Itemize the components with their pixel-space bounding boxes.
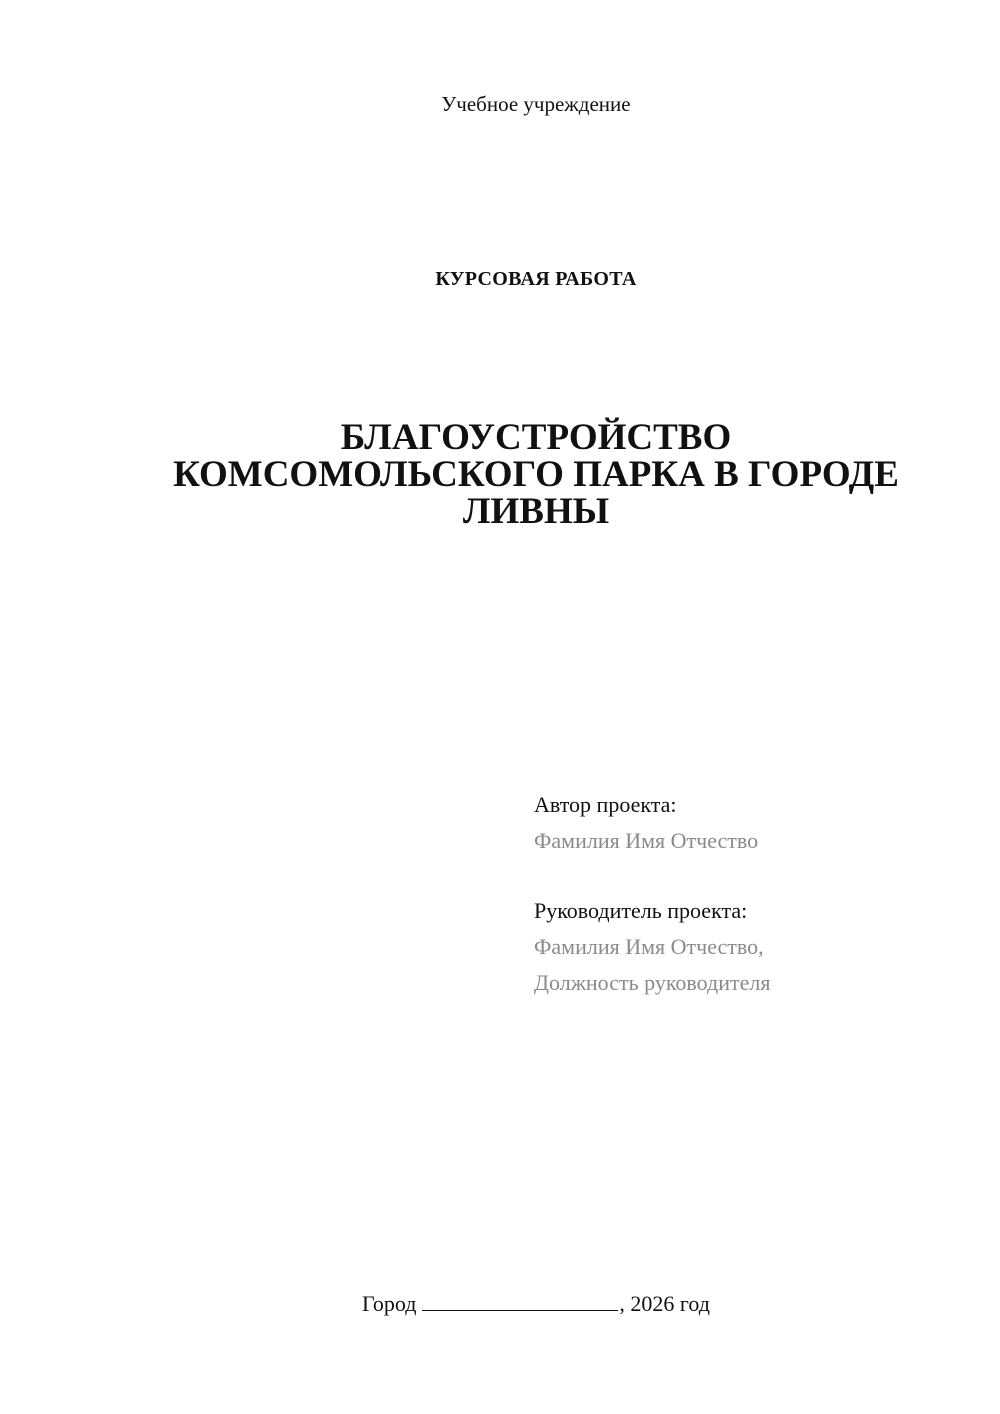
author-label: Автор проекта:: [534, 792, 677, 817]
supervisor-position: Должность руководителя: [534, 970, 771, 995]
city-label: Город: [362, 1291, 417, 1316]
institution-name: Учебное учреждение: [441, 92, 631, 116]
supervisor-name: Фамилия Имя Отчество,: [534, 934, 764, 959]
year-text: , 2026 год: [619, 1291, 710, 1316]
title-line: КОМСОМОЛЬСКОГО ПАРКА В ГОРОДЕ: [173, 454, 899, 495]
document-title: [120, 419, 952, 530]
footer-city-year: [0, 1290, 1000, 1317]
author-name: Фамилия Имя Отчество: [534, 828, 759, 853]
supervisor-label: Руководитель проекта:: [534, 898, 748, 923]
title-line: ЛИВНЫ: [462, 491, 610, 532]
work-type-heading: КУРСОВАЯ РАБОТА: [435, 268, 637, 290]
credits-block: [534, 787, 974, 1001]
title-line: БЛАГОУСТРОЙСТВО: [340, 417, 732, 458]
city-blank-line: [422, 1290, 618, 1311]
spacer: [534, 859, 974, 893]
